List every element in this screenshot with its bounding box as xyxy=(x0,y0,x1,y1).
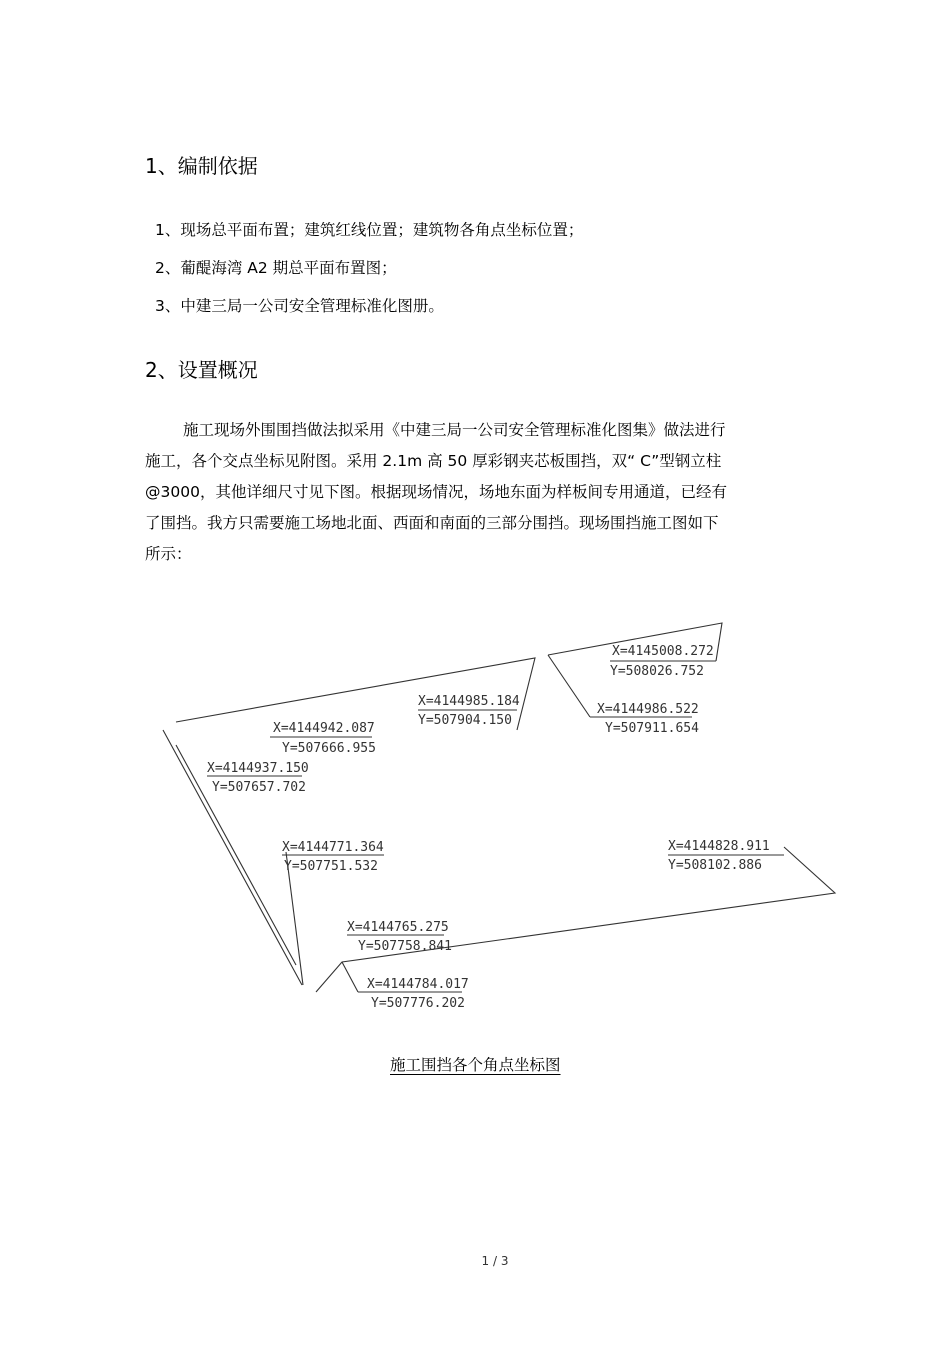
hoarding-outline-north xyxy=(176,658,535,730)
basis-item-1: 1、现场总平面布置；建筑红线位置；建筑物各角点坐标位置； xyxy=(155,221,584,239)
coord-x-label: X=4144986.522 xyxy=(597,702,699,717)
paragraph-line: 施工，各个交点坐标见附图。采用 2.1m 高 50 厚彩钢夹芯板围挡，双“ C”型钢立柱 xyxy=(145,452,722,470)
overview-paragraph xyxy=(145,415,850,570)
hoarding-outline-south xyxy=(316,847,835,992)
paragraph-line: @3000，其他详细尺寸见下图。根据现场情况，场地东面为样板间专用通道，已经有 xyxy=(145,483,727,501)
coord-x-label: X=4144985.184 xyxy=(418,694,520,709)
hoarding-outline-northeast xyxy=(548,623,722,661)
basis-item-3: 3、中建三局一公司安全管理标准化图册。 xyxy=(155,297,444,315)
hoarding-outline-northeast-leader xyxy=(548,655,590,717)
figure-caption: 施工围挡各个角点坐标图 xyxy=(390,1056,561,1074)
coord-x-label: X=4144765.275 xyxy=(347,920,449,935)
hoarding-outline-west xyxy=(163,730,302,985)
section1-heading: 1、编制依据 xyxy=(145,154,258,178)
hoarding-outline-west-inner xyxy=(176,745,296,965)
paragraph-line: 所示： xyxy=(145,545,192,563)
coord-y-label: Y=508102.886 xyxy=(668,858,762,873)
section2-heading: 2、设置概况 xyxy=(145,358,258,382)
coord-x-label: X=4144937.150 xyxy=(207,761,309,776)
coord-y-label: Y=508026.752 xyxy=(610,664,704,679)
coord-y-label: Y=507657.702 xyxy=(212,780,306,795)
coord-x-label: X=4145008.272 xyxy=(612,644,714,659)
coord-x-label: X=4144784.017 xyxy=(367,977,469,992)
coord-y-label: Y=507666.955 xyxy=(282,741,376,756)
page-number: 1 / 3 xyxy=(481,1254,509,1268)
coord-y-label: Y=507758.841 xyxy=(358,939,452,954)
hoarding-outline-southwest-leader xyxy=(286,852,303,985)
paragraph-line: 施工现场外围围挡做法拟采用《中建三局一公司安全管理标准化图集》做法进行 xyxy=(183,421,726,439)
coord-y-label: Y=507751.532 xyxy=(284,859,378,874)
coord-y-label: Y=507911.654 xyxy=(605,721,699,736)
hoarding-outline-south-leader xyxy=(342,962,358,992)
coord-y-label: Y=507904.150 xyxy=(418,713,512,728)
paragraph-line: 了围挡。我方只需要施工场地北面、西面和南面的三部分围挡。现场围挡施工图如下 xyxy=(145,514,719,532)
coord-x-label: X=4144771.364 xyxy=(282,840,384,855)
coord-x-label: X=4144828.911 xyxy=(668,839,770,854)
coord-x-label: X=4144942.087 xyxy=(273,721,375,736)
basis-item-2: 2、葡醍海湾 A2 期总平面布置图； xyxy=(155,259,397,277)
coord-y-label: Y=507776.202 xyxy=(371,996,465,1011)
